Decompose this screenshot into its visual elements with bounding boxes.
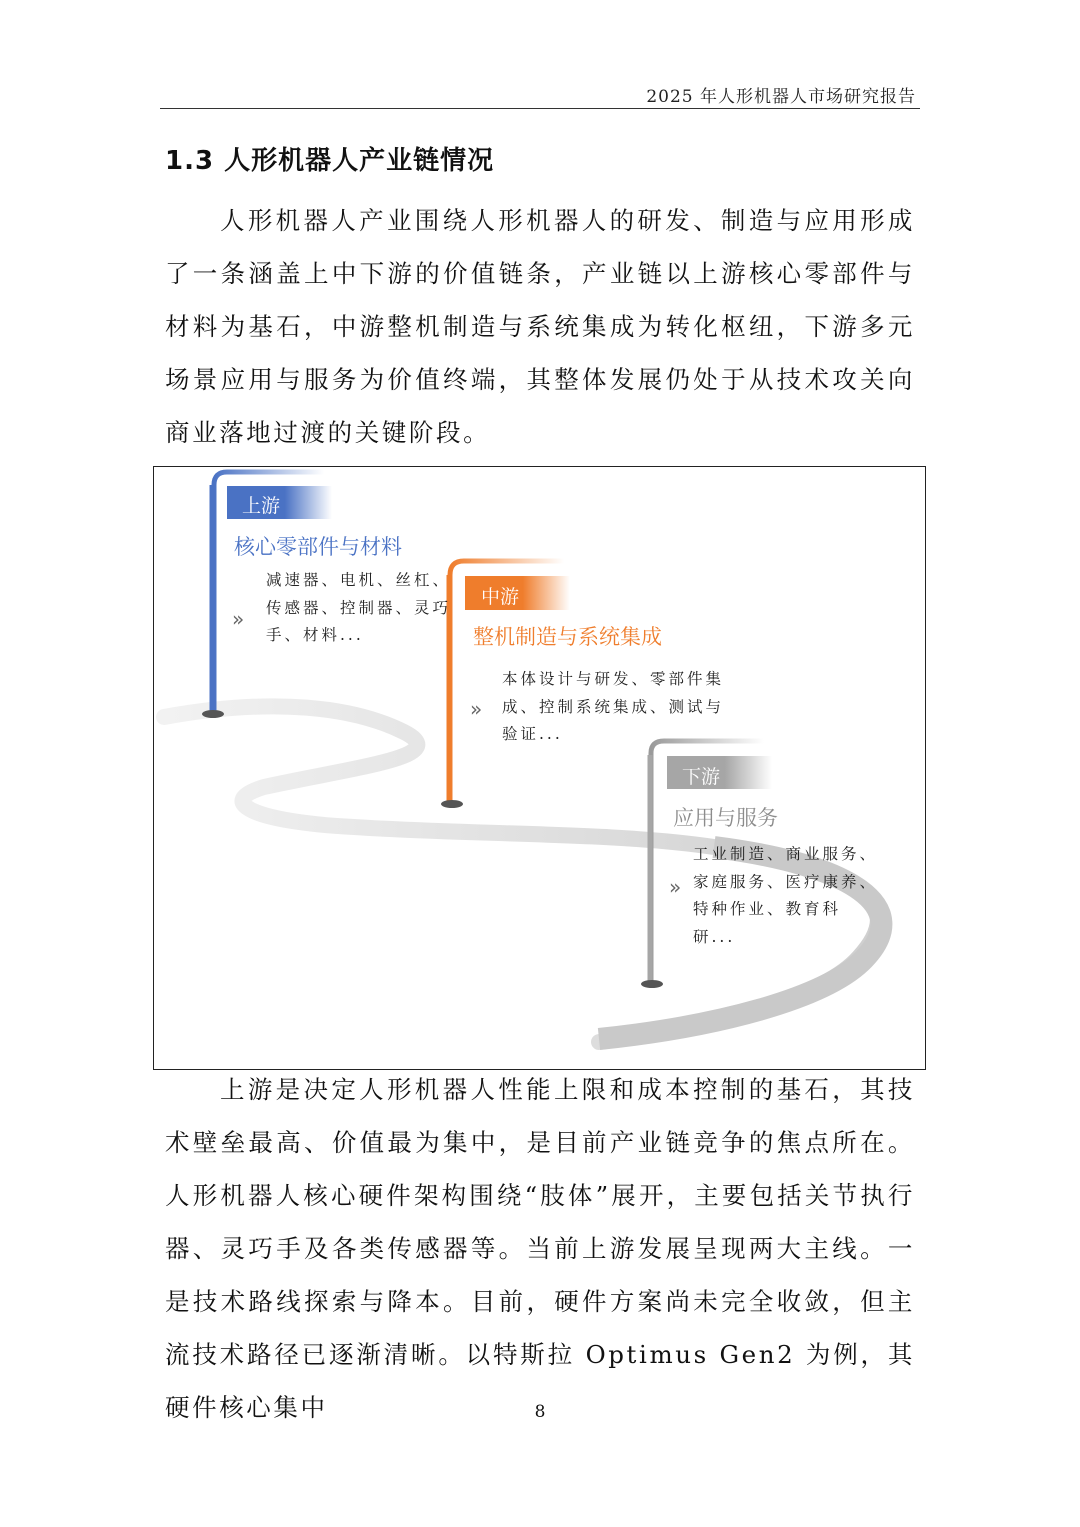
running-title: 2025 年人形机器人市场研究报告	[646, 87, 916, 107]
desc-line: 传感器、控制器、灵巧	[266, 598, 452, 617]
desc-line: 研...	[693, 927, 736, 946]
downstream-tag: 下游	[682, 766, 721, 788]
desc-line: 家庭服务、医疗康养、	[693, 872, 879, 891]
section-title: 1.3 人形机器人产业链情况	[165, 146, 495, 176]
chevron-icon: »	[470, 697, 483, 721]
desc-line: 工业制造、商业服务、	[693, 845, 879, 863]
midstream-title: 整机制造与系统集成	[473, 625, 662, 649]
desc-line: 减速器、电机、丝杠、	[266, 571, 452, 589]
upstream-title: 核心零部件与材料	[234, 535, 402, 559]
desc-line: 验证...	[502, 725, 563, 743]
upstream-paragraph: 上游是决定人形机器人性能上限和成本控制的基石，其技术壁垒最高、价值最为集中，是目前产业链竞争的焦点所在。人形机器人核心硬件架构围绕“肢体”展开，主要包括关节执行器、灵巧手及各类传感器等。当前上游发展呈现两大主线。一是技术路线探索与降本。目前，硬件方案尚未完全收敛，但主流技术路径已逐渐清晰。以特斯拉 Optimus Gen2 为例，其硬件核心集中	[165, 1075, 915, 1422]
midstream-tag: 中游	[481, 586, 520, 608]
desc-line: 成、控制系统集成、测试与	[502, 697, 725, 716]
downstream-title: 应用与服务	[673, 806, 778, 830]
desc-line: 本体设计与研发、零部件集	[502, 670, 725, 688]
midstream-description	[502, 666, 724, 749]
page-number: 8	[534, 1402, 546, 1422]
upstream-tag: 上游	[242, 495, 281, 517]
upstream-description	[266, 567, 451, 650]
downstream-description	[693, 841, 878, 951]
intro-paragraph: 人形机器人产业围绕人形机器人的研发、制造与应用形成了一条涵盖上中下游的价值链条，产业链以上游核心零部件与材料为基石，中游整机制造与系统集成为转化枢纽，下游多元场景应用与服务为价值终端，其整体发展仍处于从技术攻关向商业落地过渡的关键阶段。	[165, 206, 915, 447]
desc-line: 手、材料...	[266, 626, 364, 644]
chevron-icon: »	[232, 607, 245, 631]
chevron-icon: »	[669, 875, 682, 899]
industry-chain-figure	[153, 466, 926, 1070]
running-header	[160, 82, 920, 109]
desc-line: 特种作业、教育科	[693, 900, 842, 918]
